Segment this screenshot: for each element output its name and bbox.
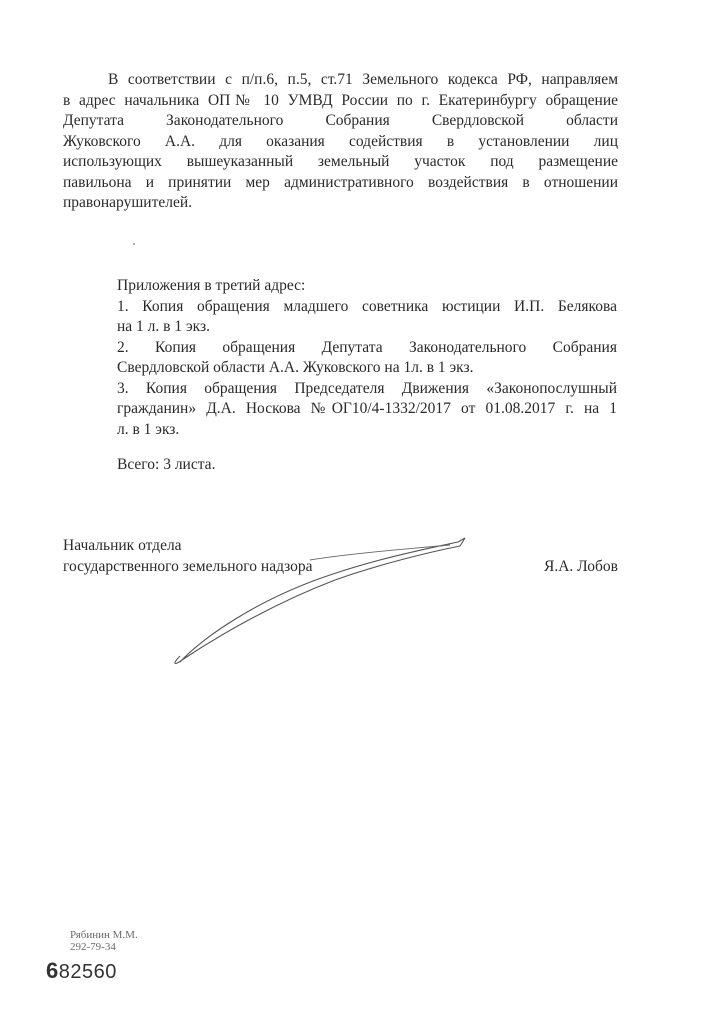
executor-info bbox=[70, 929, 138, 953]
body-line: Жуковского А.А. для оказания содействия в установлении лиц bbox=[63, 132, 618, 150]
signer-name: Я.А. Лобов bbox=[544, 557, 618, 575]
attachment-line: л. в 1 экз. bbox=[117, 420, 180, 438]
attachment-line: 2. Копия обращения Депутата Законодательного Собрания bbox=[117, 338, 617, 356]
scan-speck bbox=[133, 243, 135, 245]
attachment-line: 3. Копия обращения Председателя Движения «Законопослушный bbox=[117, 379, 617, 397]
body-line: павильона и принятии мер административного воздействия в отношении bbox=[63, 173, 618, 191]
handwritten-signature bbox=[160, 530, 480, 670]
serial-number bbox=[46, 958, 117, 984]
attachment-line: 1. Копия обращения младшего советника юстиции И.П. Белякова bbox=[117, 297, 617, 315]
serial-prefix: 6 bbox=[46, 958, 59, 983]
body-line: В соответствии с п/п.6, п.5, ст.71 Земельного кодекса РФ, направляем bbox=[108, 71, 618, 88]
letter-body bbox=[63, 70, 618, 214]
attachments-list bbox=[117, 276, 617, 440]
serial-rest: 82560 bbox=[58, 961, 117, 983]
attachment-line: гражданин» Д.А. Носкова №ОГ10/4-1332/2017 от 01.08.2017 г. на 1 bbox=[117, 400, 617, 417]
body-line: использующих вышеуказанный земельный участок под размещение bbox=[63, 153, 618, 170]
signer-department: государственного земельного надзора bbox=[63, 557, 313, 575]
body-line: правонарушителей. bbox=[63, 194, 193, 211]
attachments-heading: Приложения в третий адрес: bbox=[117, 277, 306, 294]
attachment-line: Свердловской области А.А. Жуковского на 1л. в 1 экз. bbox=[117, 359, 474, 376]
total-sheets: Всего: 3 листа. bbox=[117, 456, 216, 473]
signer-title: Начальник отдела bbox=[63, 537, 182, 554]
attachment-line: на 1 л. в 1 экз. bbox=[117, 318, 210, 335]
body-line: в адрес начальника ОП№ 10 УМВД России по г. Екатеринбургу обращение bbox=[63, 91, 618, 109]
executor-phone: 292-79-34 bbox=[70, 941, 116, 953]
executor-name: Рябинин М.М. bbox=[70, 929, 138, 941]
body-line: Депутата Законодательного Собрания Свердловской области bbox=[63, 112, 618, 129]
